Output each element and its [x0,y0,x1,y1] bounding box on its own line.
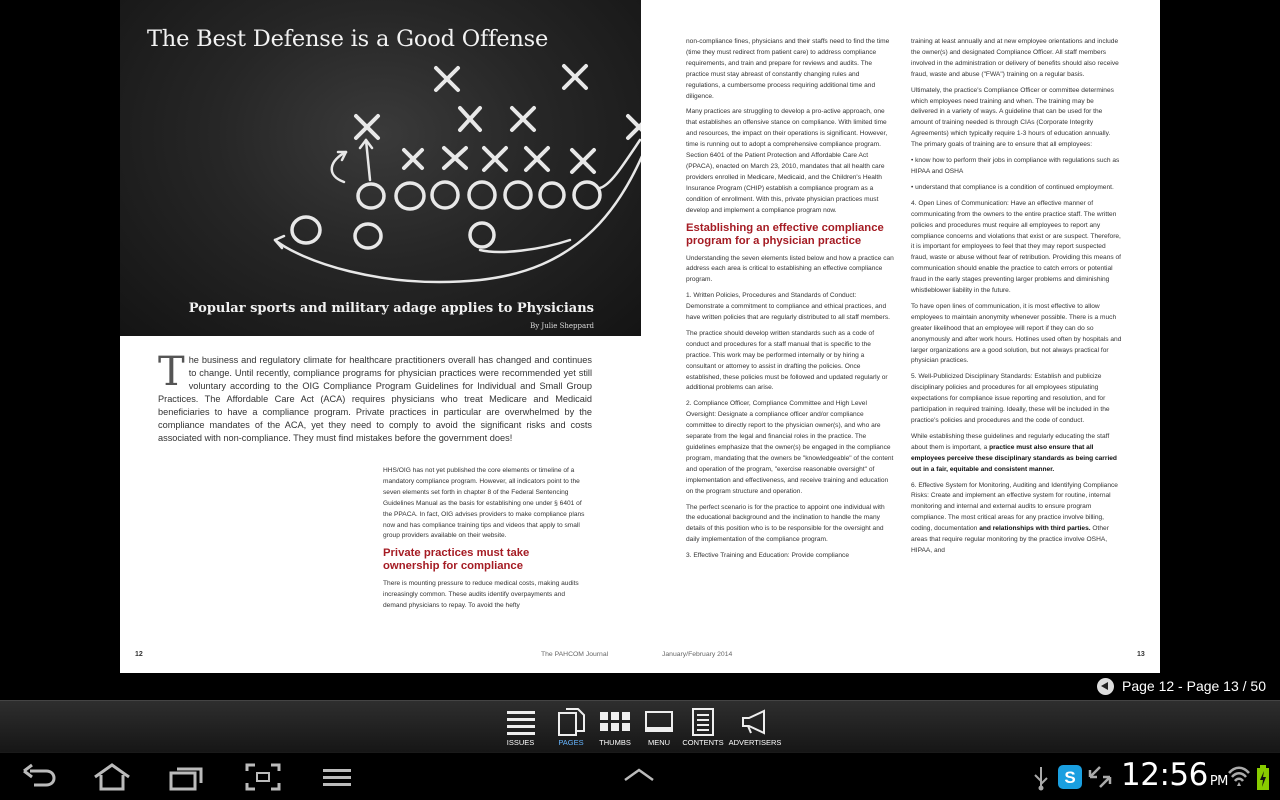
paragraph: training at least annually and at new employee orientations and include the owner(s) and designated Compliance Officer. All staff members involved in the administration or delivery of benefits should also receive fraud, waste and abuse ("FWA") training on a regular basis. [911,38,1119,78]
megaphone-icon [740,709,770,735]
clock-time: 12:56 [1121,757,1208,793]
thumbs-grid-icon [600,711,630,733]
wifi-icon [1227,763,1251,791]
toolbar-label: MENU [647,738,671,747]
paragraph: There is mounting pressure to reduce medical costs, making audits increasingly common. These audits identify overpayments and demand physicians to repay. To avoid the hefty [383,580,579,610]
intro-text: he business and regulatory climate for healthcare practitioners overall has changed and continues to change. Until recently, compliance programs for physician practices were recommended yet still voluntary according to the OIG Compliance Program Guidelines for Individual and Small Group Practices. The Affordable Care Act (ACA) requires physicians who treat Medicare and Medicaid beneficiaries to have a compliance program. Private practices in particular are overwhelmed by the compliance mandates of the ACA, yet they need to comply to avoid the significant risks and costs associated with non-compliance. They must find mistakes before the government does! [158,355,592,443]
screenshot-icon[interactable] [245,763,281,791]
paragraph: non-compliance fines, physicians and their staffs need to find the time (time they must redirect from patient care) to address compliance requirements, and train and prepare for reviews and audits. The practice must stay abreast of constantly changing rules and regulations, a cumbersome process requiring additional time and diligence. [686,38,890,100]
menu-screen-icon [644,709,674,735]
svg-text:S: S [1064,768,1076,787]
paragraph: The perfect scenario is for the practice to appoint one individual with the educational background and the inclination to handle the many details of this position who is to be responsible for the oversight and daily implementation of the compliance program. [686,503,885,544]
usb-icon [1032,765,1050,791]
contents-list-icon [691,708,715,736]
toolbar-label: ISSUES [506,738,535,747]
section-heading: Private practices must take ownership for compliance [383,547,530,573]
text-run: Other areas that require regular monitoring by the practice involve OSHA, HIPAA, and [911,525,1109,554]
pages-icon [556,707,586,737]
paragraph: Understanding the seven elements listed below and how a practice can address each area is critical to establishing an effective compliance program. [686,254,894,284]
recent-apps-icon[interactable] [168,763,206,791]
paragraph: HHS/OIG has not yet published the core elements or timeline of a mandatory compliance program. However, all indicators point to the seven elements set forth in chapter 8 of the Federal Sentencing Guidelines Manual as the basis for establishing one under § 6401 of the PPACA. In fact, OIG advises providers to make compliance plans now and has compliance training tips and videos that apply to small group providers available on their website. [383,467,585,540]
chevron-up-icon[interactable] [622,767,656,783]
previous-page-icon[interactable] [1097,678,1114,695]
intro-paragraph [158,349,592,445]
issue-date: January/February 2014 [662,651,733,658]
page-number-right: 13 [1137,651,1145,658]
toolbar-issues[interactable] [505,706,536,747]
left-column [383,466,588,617]
clock-ampm: PM [1209,774,1228,789]
home-icon[interactable] [92,763,132,791]
paragraph: 2. Compliance Officer, Compliance Committee and High Level Oversight: Designate a compliance officer and/or compliance committee to directly report to the physician owner(s), and who are separate from the legal and financial roles in the practice. The guidelines emphasize that the owner(s) be engaged in the compliance program, mandating that the owners be "knowledgeable" of the content and operation of the program, "exercise reasonable oversight" of implementation and effectiveness, and receive training and education on the program structure and operation. [686,400,894,495]
paragraph [911,432,1122,476]
right-column-1 [686,37,894,567]
paragraph [911,481,1122,557]
sync-icon [1088,765,1112,789]
text-run: 6. Effective System for Monitoring, Auditing and Identifying Compliance Risks: Create and implement an effective system for routine, internal monitoring and internal and external audits to ensure program compliance. The most critical areas for any practice involve billing, coding, documentation [911,481,1118,533]
skype-icon [1057,764,1083,790]
drop-cap: T [158,349,185,395]
toolbar-menu[interactable] [637,706,681,747]
bold-text: practice must also ensure that all employees perceive these disciplinary standards as being carried out in a fair, equitable and consistent manner. [911,443,1117,473]
article-subtitle: Popular sports and military adage applies to Physicians [188,301,594,316]
overflow-menu-icon[interactable] [322,763,352,791]
toolbar-contents[interactable] [681,706,725,747]
hero-image [120,0,641,336]
toolbar-label: THUMBS [599,738,631,747]
page-left [120,0,640,673]
paragraph: The practice should develop written standards such as a code of conduct and procedures for a staff manual that is specific to the practice. This work may be performed internally or by hiring a consultant or attorney to assist in drafting the policies. Once established, these policies must be followed and updated regularly or additional problems can arise. [686,329,888,392]
toolbar-label: PAGES [558,738,584,747]
issues-icon [506,709,536,735]
page-number-left: 12 [135,651,143,658]
toolbar-label: CONTENTS [682,738,724,747]
paragraph: 3. Effective Training and Education: Provide compliance [686,552,849,560]
section-heading: Establishing an effective compliance program for a physician practice [686,221,884,247]
article-title: The Best Defense is a Good Offense [147,26,549,52]
status-clock [1121,757,1228,793]
battery-charging-icon [1256,765,1270,791]
bullet-item: • understand that compliance is a condition of continued employment. [911,183,1114,191]
byline: By Julie Sheppard [530,322,594,330]
right-column-2 [911,37,1122,562]
paragraph: Many practices are struggling to develop a pro-active approach, one that establishes an offensive stance on compliance. With limited time and resources, the impact on their operations is significant. However, time is running out to adopt a comprehensive compliance program. Section 6401 of the Patient Protection and Affordable Care Act (PPACA), enacted on March 23, 2010, mandates that all health care providers enrolled in Medicare, Medicaid, and the Children's Health Insurance Program (CHIP) establish a compliance program as a condition of enrollment. With this, private physician practices must develop and implement a compliance program now. [686,108,888,214]
bold-text: and relationships with third parties. [979,525,1091,533]
toolbar-advertisers[interactable] [725,706,785,747]
paragraph: Ultimately, the practice's Compliance Officer or committee determines which employees need training and when. The training may be delivered in a variety of ways. A guideline that can be used for the amount of training needed is through CIAs (Corporate Integrity Agreements) which typically require 1-3 hours of education annually. The primary goals of training are to ensure that all employees: [911,86,1114,149]
bullet-item: • know how to perform their jobs in compliance with regulations such as HIPAA and OSHA [911,157,1120,175]
toolbar-label: ADVERTISERS [728,738,782,747]
paragraph: To have open lines of communication, it is most effective to allow employees to maintain anonymity whenever possible. There is a much greater likelihood that an employee will report if they can do so anonymously and after work hours. Hotlines used often by hospitals and larger organizations are a good solution, but not always practical for physician practices. [911,302,1122,365]
toolbar-pages[interactable] [549,706,593,747]
toolbar-thumbs[interactable] [593,706,637,747]
page-indicator [1097,676,1266,696]
journal-name: The PAHCOM Journal [541,651,609,658]
paragraph: 1. Written Policies, Procedures and Standards of Conduct: Demonstrate a commitment to compliance and ethical practices, and have written policies that are regularly distributed to all staff members. [686,292,891,322]
paragraph: 5. Well-Publicized Disciplinary Standards: Establish and publicize disciplinary policies and procedures for all employees stipulating expectations for compliance issue reporting and resolution, and for participation in required training. Ideally, these will be included in the practice's policies and procedures and the code of conduct. [911,373,1110,424]
back-arrow-icon[interactable] [20,763,58,791]
app-toolbar [0,700,1280,752]
text-run: While establishing these guidelines and regularly educating the staff about them is important, a [911,432,1110,451]
page-spread[interactable] [120,0,1160,673]
page-indicator-text: Page 12 - Page 13 / 50 [1122,678,1266,694]
system-bar [0,752,1280,800]
paragraph: 4. Open Lines of Communication: Have an effective manner of communicating from the owners to the entire practice staff. The written policies and procedures must require all employees to report any compliance concerns and violations that exist or are suspect. Therefore, it is important for employees to feel that they may report suspected fraud, waste or abuse without fear of retribution. Providing this means of communication should enable the practice to catch errors or potential fraud in the early stages preventing larger problems and diminishing whistleblower liability in the future. [911,199,1122,295]
